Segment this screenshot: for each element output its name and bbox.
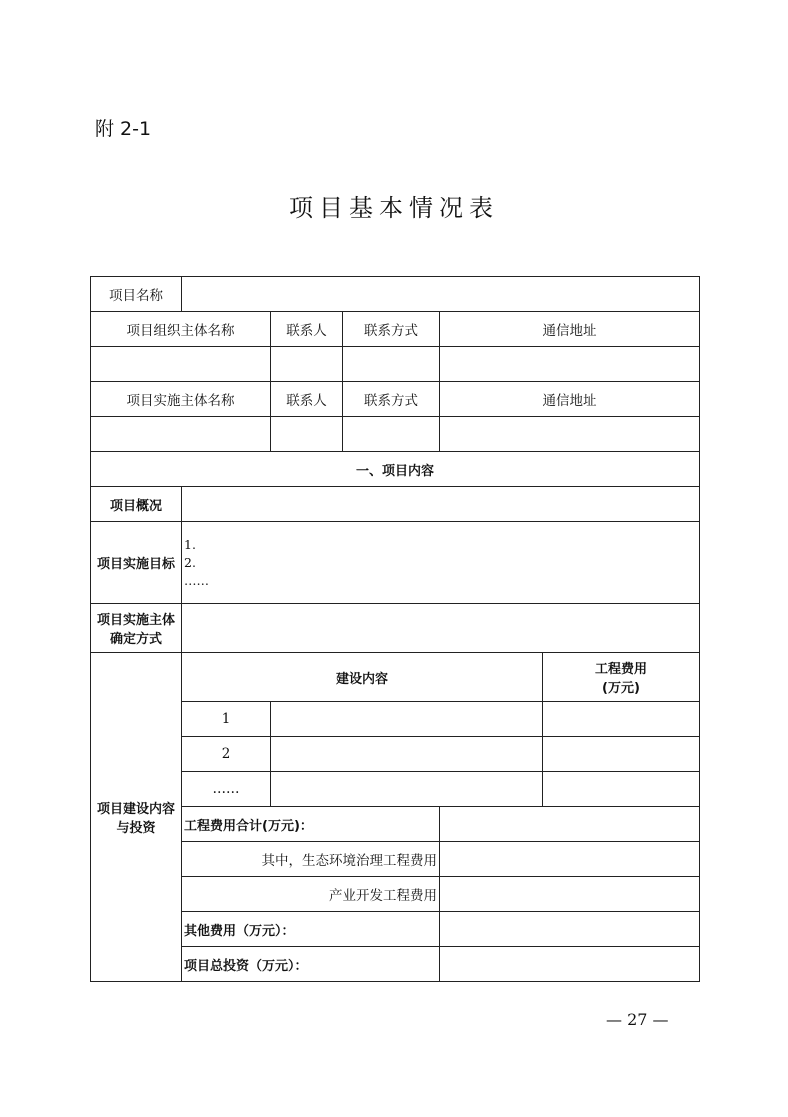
row-index: 2 [182,737,271,772]
impl-method-label-line2: 确定方式 [109,632,162,647]
row-index: …… [182,772,271,807]
org-entity-label: 项目组织主体名称 [91,312,271,347]
impl-entity-label: 项目实施主体名称 [91,382,271,417]
construction-label [91,653,182,982]
org-contact-person-label: 联系人 [271,312,343,347]
section-heading: 一、项目内容 [91,452,700,487]
eco-cost-field[interactable] [440,842,700,877]
impl-entity-field[interactable] [91,417,271,452]
impl-method-field[interactable] [182,604,700,653]
impl-contact-method-label: 联系方式 [343,382,440,417]
org-address-field[interactable] [440,347,700,382]
goal-label: 项目实施目标 [91,522,182,604]
cost-field[interactable] [543,737,700,772]
org-contact-person-field[interactable] [271,347,343,382]
goal-item: …… [184,573,209,588]
cost-header-line2: (万元) [602,681,640,696]
overview-field[interactable] [182,487,700,522]
cost-total-label: 工程费用合计(万元)： [182,807,440,842]
cost-field[interactable] [543,772,700,807]
impl-method-label-line1: 项目实施主体 [96,613,175,628]
impl-contact-method-field[interactable] [343,417,440,452]
other-cost-field[interactable] [440,912,700,947]
cost-field[interactable] [543,702,700,737]
cost-header-line1: 工程费用 [594,662,647,677]
build-content-field[interactable] [271,737,543,772]
goal-item: 1. [184,537,196,552]
page-title: 项目基本情况表 [289,194,499,222]
goal-field[interactable] [182,522,700,604]
impl-contact-person-field[interactable] [271,417,343,452]
impl-contact-person-label: 联系人 [271,382,343,417]
org-entity-field[interactable] [91,347,271,382]
project-info-table [90,276,700,982]
org-contact-method-label: 联系方式 [343,312,440,347]
construction-label-line1: 项目建设内容 [96,802,175,817]
build-content-field[interactable] [271,702,543,737]
cost-header [543,653,700,702]
project-name-label: 项目名称 [91,277,182,312]
eco-cost-label: 其中，生态环境治理工程费用 [182,842,440,877]
impl-address-field[interactable] [440,417,700,452]
other-cost-label: 其他费用（万元）： [182,912,440,947]
project-name-field[interactable] [182,277,700,312]
impl-address-label: 通信地址 [440,382,700,417]
total-investment-field[interactable] [440,947,700,982]
impl-method-label [91,604,182,653]
org-contact-method-field[interactable] [343,347,440,382]
overview-label: 项目概况 [91,487,182,522]
cost-total-field[interactable] [440,807,700,842]
org-address-label: 通信地址 [440,312,700,347]
build-content-header: 建设内容 [182,653,543,702]
total-investment-label: 项目总投资（万元）： [182,947,440,982]
construction-label-line2: 与投资 [116,821,156,836]
industry-cost-label: 产业开发工程费用 [182,877,440,912]
goal-item: 2. [184,555,196,570]
row-index: 1 [182,702,271,737]
industry-cost-field[interactable] [440,877,700,912]
build-content-field[interactable] [271,772,543,807]
appendix-label: 附 2-1 [95,118,152,140]
page-number: — 27 — [606,1010,669,1029]
